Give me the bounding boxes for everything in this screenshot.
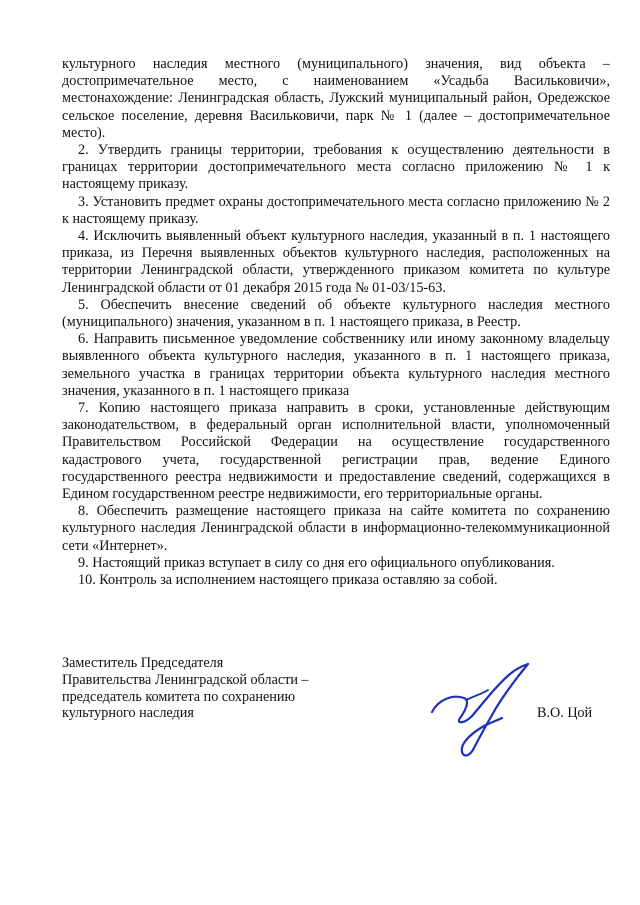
document-body	[62, 56, 610, 589]
paragraph-3: 3. Установить предмет охраны достопримечательного места согласно приложению № 2 к настоящему приказу.	[62, 193, 610, 227]
paragraph-8: 8. Обеспечить размещение настоящего приказа на сайте комитета по сохранению культурного наследия Ленинградской области в информационно-телекоммуникационной сети «Интернет».	[62, 503, 610, 554]
paragraph-10: 10. Контроль за исполнением настоящего приказа оставляю за собой.	[78, 572, 498, 589]
signature-stroke	[462, 664, 528, 755]
signatory-title-line-1: Заместитель Председателя	[62, 655, 224, 671]
paragraph-9: 9. Настоящий приказ вступает в силу со дня его официального опубликования.	[78, 554, 555, 571]
signature-stroke	[466, 690, 488, 700]
signatory-title-line-3: председатель комитета по сохранению	[62, 688, 296, 705]
signatory-title-line-4: культурного наследия	[62, 705, 194, 722]
signer-name: В.О. Цой	[537, 705, 593, 721]
signature-block	[62, 655, 309, 722]
paragraph-2: 2. Утвердить границы территории, требования к осуществлению деятельности в границах территории достопримечательного места согласно приложению № 1 к настоящему приказу.	[62, 142, 610, 193]
paragraph-6: 6. Направить письменное уведомление собственнику или иному законному владельцу выявленного объекта культурного наследия, указанного в п. 1 настоящего приказа, земельного участка в границах территории объекта культурного наследия местного значения, указанного в п. 1 настоящего приказа	[62, 331, 610, 399]
paragraph-7: 7. Копию настоящего приказа направить в сроки, установленные действующим законодательством, в федеральный орган исполнительной власти, уполномоченный Правительством Российской Федерации на осуществление государственного кадастрового учета, государственной регистрации прав, ведение Единого государственного реестра недвижимости и предоставление сведений, содержащихся в Едином государственном реестре недвижимости, его территориальные органы.	[62, 400, 610, 503]
handwritten-signature	[430, 660, 540, 760]
paragraph-5: 5. Обеспечить внесение сведений об объекте культурного наследия местного (муниципального) значения, указанном в п. 1 настоящего приказа, в Реестр.	[62, 296, 610, 331]
signatory-title-line-2: Правительства Ленинградской области –	[62, 671, 309, 688]
paragraph-4: 4. Исключить выявленный объект культурного наследия, указанный в п. 1 настоящего приказа, из Перечня выявленных объектов культурного наследия, расположенных на территории Ленинградской области, утвержденного приказом комитета по культуре Ленинградской области от 01 декабря 2015 года № 01-03/15-63.	[62, 228, 610, 296]
paragraph-1-continuation: культурного наследия местного (муниципального) значения, вид объекта – достопримечательное место, с наименованием «Усадьба Васильковичи», местонахождение: Ленинградская область, Лужский муниципальный район, Оредежское сельское поселение, деревня Васильковичи, парк № 1 (далее – достопримечательное место).	[62, 56, 610, 141]
